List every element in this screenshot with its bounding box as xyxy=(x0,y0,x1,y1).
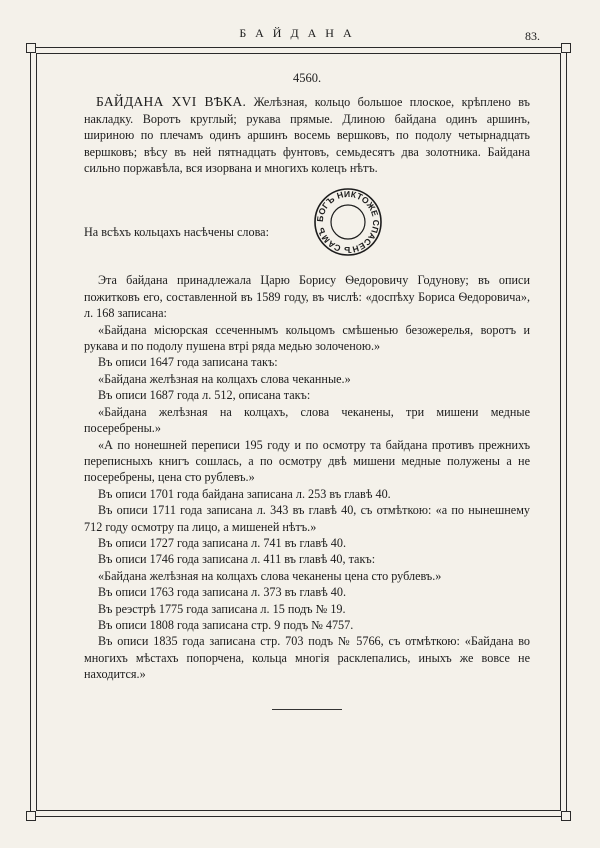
page-number: 83. xyxy=(525,29,540,43)
provenance-paragraph: Въ описи 1746 года записана л. 411 въ главѣ 40, такъ: xyxy=(98,552,376,567)
provenance-paragraph: Въ описи 1687 года л. 512, описана такъ: xyxy=(98,388,311,403)
frame-corner-top-right xyxy=(561,43,571,53)
frame-corner-top-left xyxy=(26,43,36,53)
provenance-paragraph: Въ описи 1808 года записана стр. 9 подъ № 4757. xyxy=(98,617,354,632)
provenance-paragraph: «Байдана желѣзная на колцахъ слова чеканены цена сто рублевъ.» xyxy=(98,568,442,583)
provenance-paragraph: «Байдана желѣзная на колцахъ, слова чеканены, три мишени медные посеребрены.» xyxy=(84,404,530,436)
provenance-paragraph: «А по нонешней переписи 195 году и по осмотру та байдана противъ прежнихъ переписныхъ книгъ сошлась, а по осмотру двѣ мишени медные полужены а не посеребрены, цена сто рублевъ.» xyxy=(84,437,530,485)
frame-corner-bottom-left xyxy=(26,811,36,821)
item-description xyxy=(84,94,530,176)
provenance-notes xyxy=(84,272,530,682)
provenance-paragraph: Въ описи 1701 года байдана записана л. 253 въ главѣ 40. xyxy=(98,486,391,501)
item-title: БАЙДАНА XVI ВѢКА. xyxy=(96,94,247,110)
provenance-paragraph: Въ описи 1647 года записана такъ: xyxy=(98,355,278,370)
inscription-ring-icon xyxy=(312,186,384,258)
running-title: БАЙДАНА xyxy=(239,26,361,40)
page-content xyxy=(84,70,530,710)
provenance-paragraph: Въ описи 1835 года записана стр. 703 подъ № 5766, съ отмѣткою: «Байдана во многихъ мѣстахъ попорчена, кольца многiя расклепались, иныхъ же вовсе не находится.» xyxy=(84,634,530,682)
inscription-label: На всѣхъ кольцахъ насѣчены слова: xyxy=(84,225,269,240)
inscription-row xyxy=(84,186,530,260)
catalog-item-number: 4560. xyxy=(292,71,322,85)
provenance-paragraph: «Байдана мiсюрская ссеченнымъ кольцомъ смѣшенью безожерелья, воротъ и рукава и по подолу пушена втрi ряда медью золоченою.» xyxy=(84,322,530,354)
frame-corner-bottom-right xyxy=(561,811,571,821)
provenance-paragraph: Въ описи 1711 года записана л. 343 въ главѣ 40, съ отмѣткою: «а по нынешнему 712 году осмотру па лицо, а мишеней нѣтъ.» xyxy=(84,503,530,534)
closing-rule xyxy=(272,709,342,710)
provenance-paragraph: Въ реэстрѣ 1775 года записана л. 15 подъ № 19. xyxy=(98,601,346,616)
inscription-ring-text: БОГЪ НИКТОЖЕ СПАСЕНЪ САМЪ xyxy=(314,189,382,256)
provenance-paragraph: Въ описи 1727 года записана л. 741 въ главѣ 40. xyxy=(98,535,346,550)
provenance-paragraph: Въ описи 1763 года записана л. 373 въ главѣ 40. xyxy=(98,585,346,600)
item-description-text: Желѣзная, кольцо большое плоское, крѣплено въ накладку. Воротъ круглый; рукава прямые. Длиною байдана одинъ аршинъ, шириною по плечамъ одинъ аршинъ восемь вершковъ, по подолу четырнадцать вершковъ; вѣсу въ ней пятнадцать фунтовъ, семьдесятъ два золотника. Байдана сильно поржавѣла, вся изорвана и многихъ колецъ нѣтъ. xyxy=(84,95,530,176)
provenance-paragraph: «Байдана желѣзная на колцахъ слова чеканные.» xyxy=(98,371,351,386)
provenance-paragraph: Эта байдана принадлежала Царю Борису Ѳедоровичу Годунову; въ описи пожитковъ его, составленной въ 1589 году, въ числѣ: «доспѣху Бориса Ѳедоровича», л. 168 записана: xyxy=(84,273,530,321)
